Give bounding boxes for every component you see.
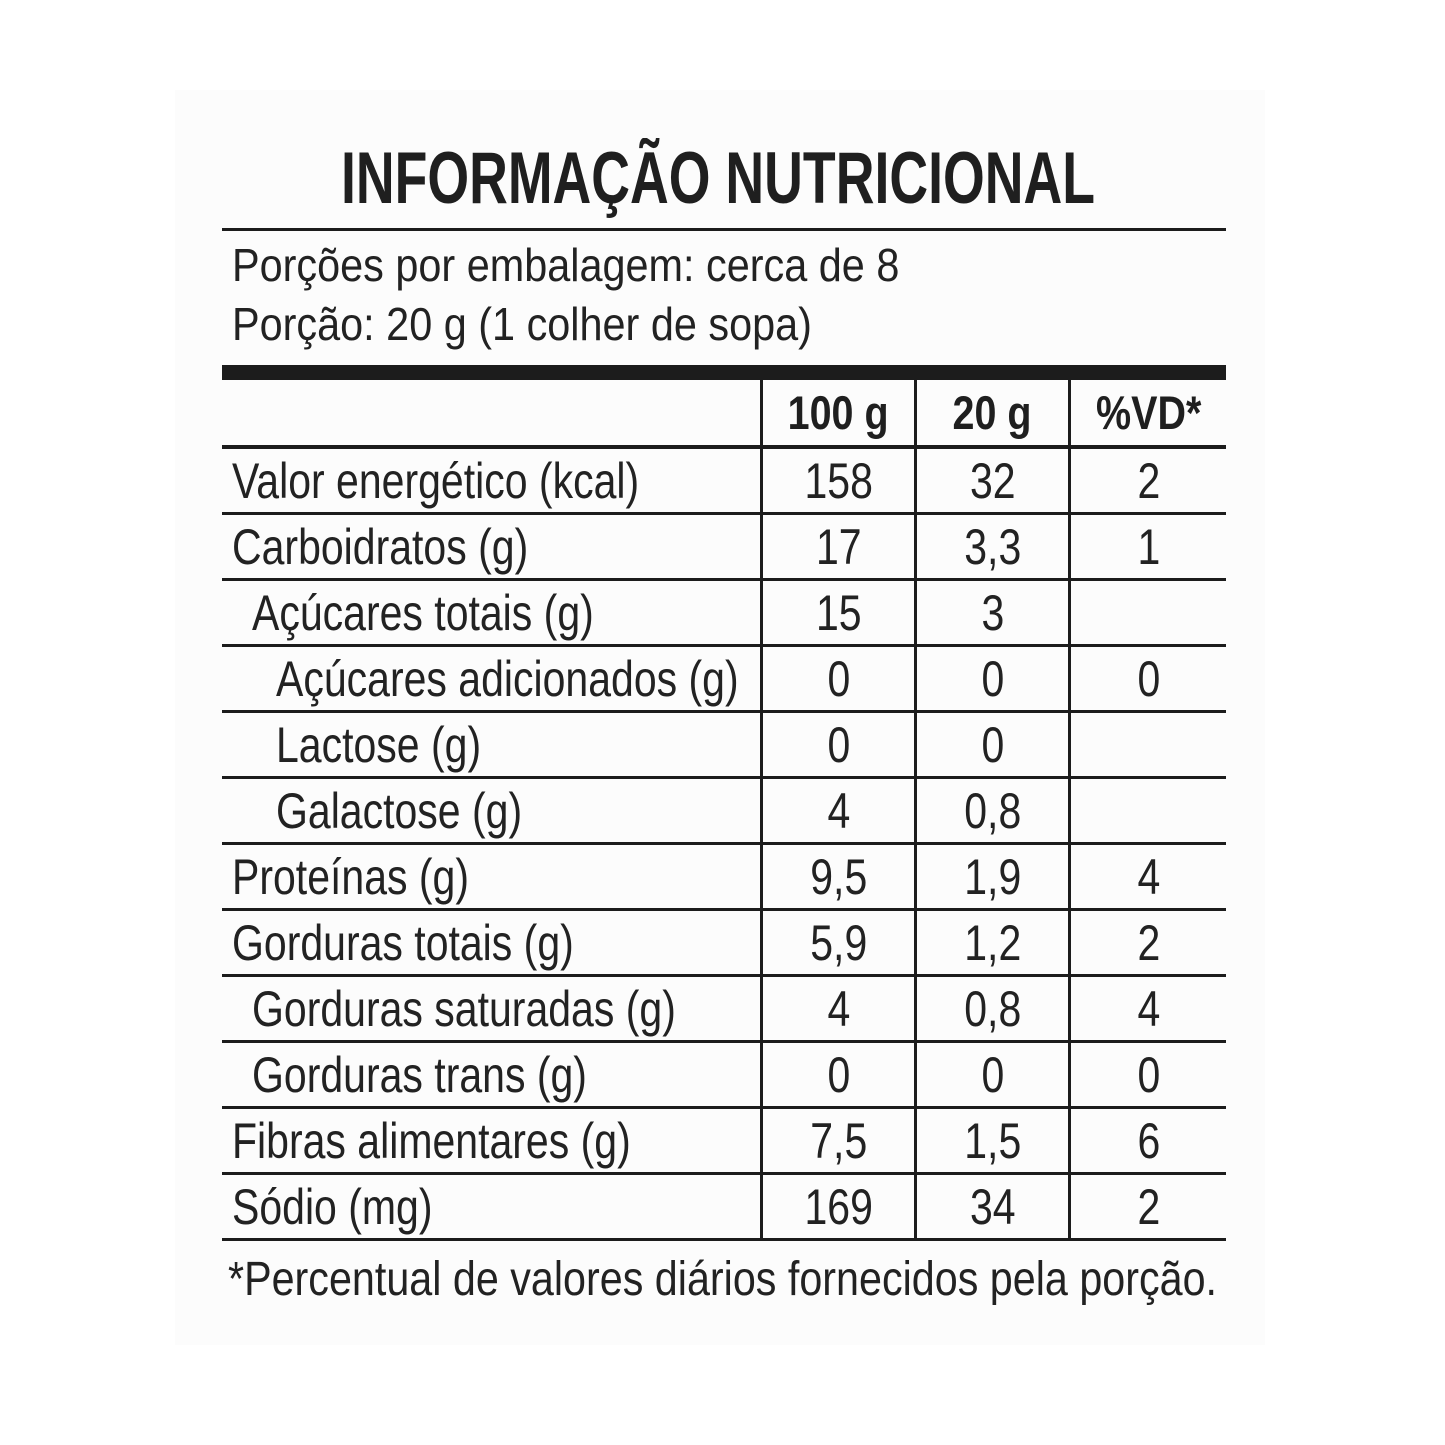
per-100g-value: 5,9 [809,914,867,971]
row-proteins [222,845,1226,911]
per-100g-cell [760,515,914,578]
per-portion-value: 0 [981,716,1004,773]
serving-size-text: Porção: 20 g (1 colher de sopa) [232,298,812,350]
per-portion-value: 32 [969,452,1016,509]
thick-divider [222,365,1226,380]
daily-value: 1 [1137,518,1160,575]
header-per-portion: 20 g [952,386,1032,439]
per-100g-value: 0 [827,1046,850,1103]
daily-value-cell [1068,977,1226,1040]
row-total-sugars [222,581,1226,647]
footnote [228,1253,1378,1306]
row-total-fat [222,911,1226,977]
per-portion-value: 0,8 [963,980,1021,1037]
nutrient-label: Galactose (g) [276,782,523,839]
nutrient-label: Açúcares adicionados (g) [276,650,739,707]
per-100g-cell [760,713,914,776]
table-header-row [222,380,1226,449]
per-portion-cell [914,1109,1068,1172]
per-portion-value: 0 [981,650,1004,707]
daily-value-cell [1068,515,1226,578]
nutrient-label-cell [222,515,760,578]
per-portion-value: 34 [969,1178,1016,1235]
serving-size [232,298,876,350]
nutrient-label-cell [222,1109,760,1172]
row-galactose [222,779,1226,845]
per-100g-value: 158 [804,452,873,509]
nutrient-label: Fibras alimentares (g) [232,1112,631,1169]
per-portion-value: 3,3 [963,518,1021,575]
nutrient-label-cell [222,647,760,710]
per-100g-cell [760,1175,914,1238]
header-daily-value: %VD* [1095,386,1202,439]
row-dietary-fiber [222,1109,1226,1175]
label-title [118,138,1318,219]
per-100g-cell [760,911,914,974]
header-empty-cell [222,380,760,445]
footnote-text: *Percentual de valores diários fornecidos pela porção. [228,1253,1218,1306]
per-100g-cell [760,977,914,1040]
row-added-sugars [222,647,1226,713]
nutrient-label: Gorduras saturadas (g) [252,980,676,1037]
per-100g-cell [760,449,914,512]
nutrient-label-cell [222,1175,760,1238]
servings-per-package-text: Porções por embalagem: cerca de 8 [232,239,900,291]
per-100g-value: 169 [804,1178,873,1235]
daily-value: 2 [1137,452,1160,509]
daily-value-cell [1068,647,1226,710]
per-portion-cell [914,515,1068,578]
per-100g-value: 9,5 [809,848,867,905]
row-saturated-fat [222,977,1226,1043]
servings-per-package [232,239,974,291]
nutrient-label-cell [222,977,760,1040]
nutrient-label: Proteínas (g) [232,848,469,905]
per-portion-cell [914,779,1068,842]
daily-value-cell [1068,713,1226,776]
per-100g-value: 0 [827,650,850,707]
nutrient-label-cell [222,713,760,776]
header-per-100g: 100 g [788,386,889,439]
per-portion-cell [914,1043,1068,1106]
per-100g-value: 4 [827,782,850,839]
per-100g-value: 15 [815,584,862,641]
per-portion-value: 0 [981,1046,1004,1103]
per-100g-value: 7,5 [809,1112,867,1169]
per-portion-cell [914,581,1068,644]
per-portion-value: 1,9 [963,848,1021,905]
nutrient-label: Gorduras totais (g) [232,914,574,971]
nutrient-label: Gorduras trans (g) [252,1046,587,1103]
nutrient-label: Sódio (mg) [232,1178,433,1235]
per-100g-value: 4 [827,980,850,1037]
daily-value: 2 [1137,1178,1160,1235]
nutrient-label: Lactose (g) [276,716,482,773]
row-carbohydrates [222,515,1226,581]
per-portion-cell [914,977,1068,1040]
per-100g-cell [760,581,914,644]
daily-value-cell [1068,449,1226,512]
row-trans-fat [222,1043,1226,1109]
nutrition-table [222,380,1226,1241]
header-per-portion-cell [914,380,1068,445]
header-per-100g-cell [760,380,914,445]
nutrient-label: Valor energético (kcal) [232,452,640,509]
per-portion-value: 1,2 [963,914,1021,971]
header-daily-value-cell [1068,380,1226,445]
daily-value-cell [1068,1109,1226,1172]
nutrient-label-cell [222,1043,760,1106]
daily-value: 0 [1137,650,1160,707]
daily-value-cell [1068,1175,1226,1238]
daily-value-cell [1068,1043,1226,1106]
per-portion-value: 3 [981,584,1004,641]
daily-value: 0 [1137,1046,1160,1103]
daily-value-cell [1068,845,1226,908]
per-100g-value: 17 [815,518,862,575]
daily-value-cell [1068,911,1226,974]
daily-value: 2 [1137,914,1160,971]
per-100g-cell [760,779,914,842]
top-divider [222,228,1226,231]
per-portion-cell [914,1175,1068,1238]
row-energy-value [222,449,1226,515]
per-portion-cell [914,713,1068,776]
per-portion-value: 0,8 [963,782,1021,839]
nutrient-label-cell [222,845,760,908]
label-title-text: INFORMAÇÃO NUTRICIONAL [340,138,1096,219]
per-portion-cell [914,449,1068,512]
per-100g-value: 0 [827,716,850,773]
per-100g-cell [760,647,914,710]
per-portion-value: 1,5 [963,1112,1021,1169]
daily-value-cell [1068,779,1226,842]
per-portion-cell [914,647,1068,710]
nutrient-label-cell [222,449,760,512]
daily-value-cell [1068,581,1226,644]
daily-value: 6 [1137,1112,1160,1169]
per-100g-cell [760,1109,914,1172]
nutrient-label-cell [222,911,760,974]
daily-value: 4 [1137,980,1160,1037]
per-100g-cell [760,1043,914,1106]
daily-value: 4 [1137,848,1160,905]
nutrient-label-cell [222,581,760,644]
row-lactose [222,713,1226,779]
per-100g-cell [760,845,914,908]
row-sodium [222,1175,1226,1241]
nutrient-label: Açúcares totais (g) [252,584,594,641]
nutrient-label-cell [222,779,760,842]
nutrient-label: Carboidratos (g) [232,518,529,575]
per-portion-cell [914,911,1068,974]
per-portion-cell [914,845,1068,908]
